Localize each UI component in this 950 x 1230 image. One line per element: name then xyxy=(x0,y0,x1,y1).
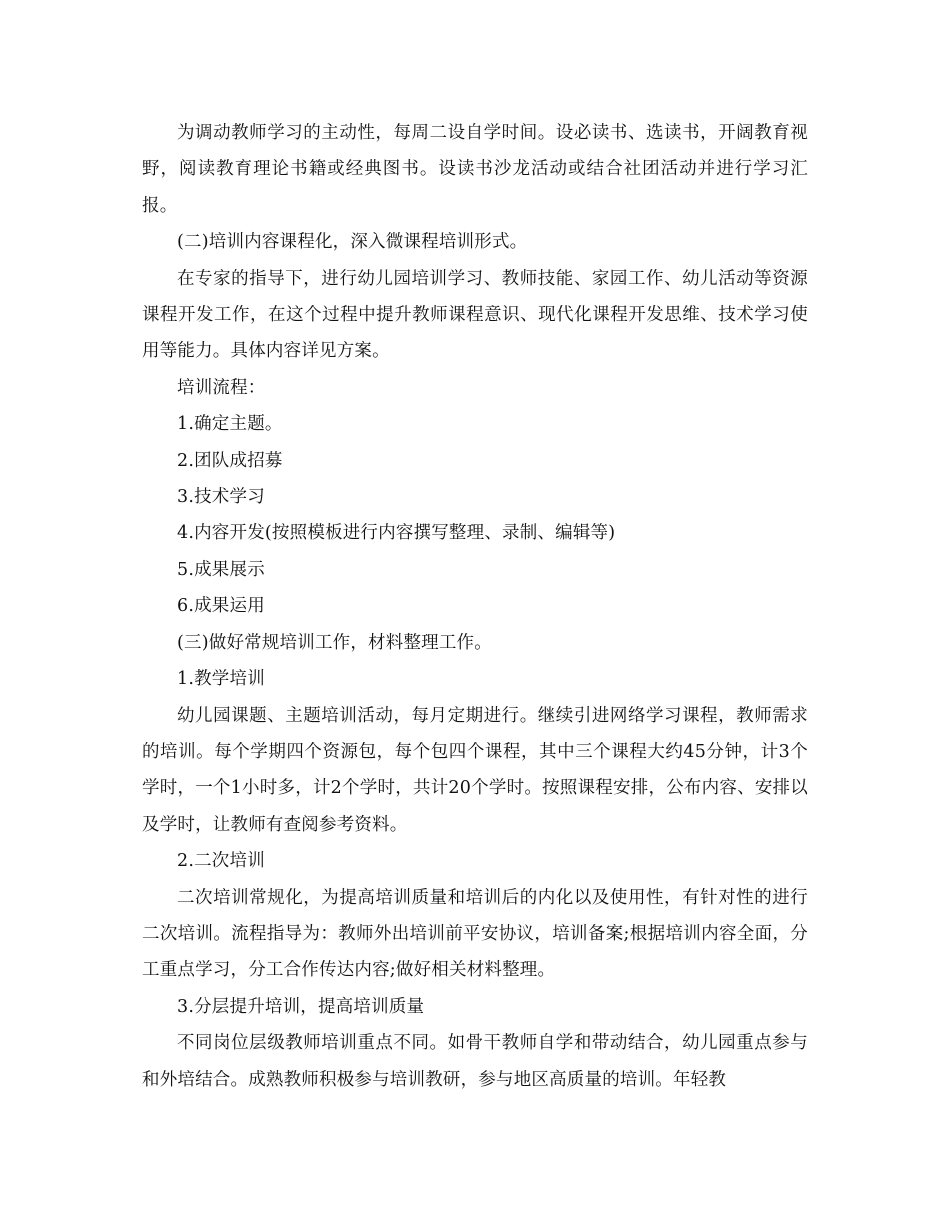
paragraph-expert-guidance: 在专家的指导下，进行幼儿园培训学习、教师技能、家园工作、幼儿活动等资源课程开发工作，在这个过程中提升教师课程意识、现代化课程开发思维、技术学习使用等能力。具体内容详见方案。 xyxy=(142,268,808,362)
heading-section-2: (二)培训内容课程化，深入微课程培训形式。 xyxy=(177,232,528,253)
paragraph-secondary-training: 二次培训常规化，为提高培训质量和培训后的内化以及使用性，有针对性的进行二次培训。流程指导为：教师外出培训前平安协议，培训备案;根据培训内容全面，分工重点学习，分工合作传达内容;做好相关材料整理。 xyxy=(142,887,808,981)
list-item-step-4: 4.内容开发(按照模板进行内容撰写整理、录制、编辑等) xyxy=(177,523,616,544)
paragraph-self-study: 为调动教师学习的主动性，每周二设自学时间。设必读书、选读书，开阔教育视野，阅读教育理论书籍或经典图书。设读书沙龙活动或结合社团活动并进行学习汇报。 xyxy=(142,123,808,216)
paragraph-teaching-training: 幼儿园课题、主题培训活动，每月定期进行。继续引进网络学习课程，教师需求的培训。每个学期四个资源包，每个包四个课程，其中三个课程大约45分钟，计3个学时，一个1小时多，计2个学时，共计20个学时。按照课程安排，公布内容、安排以及学时，让教师有查阅参考资料。 xyxy=(142,705,808,835)
list-item-step-2: 2.团队成招募 xyxy=(177,450,283,471)
list-item-step-5: 5.成果展示 xyxy=(177,559,265,580)
document-page xyxy=(142,115,808,1098)
subheading-teaching-training: 1.教学培训 xyxy=(177,669,265,690)
list-item-step-3: 3.技术学习 xyxy=(177,487,265,508)
subheading-tiered-training: 3.分层提升培训，提高培训质量 xyxy=(177,996,425,1017)
paragraph-tiered-training: 不同岗位层级教师培训重点不同。如骨干教师自学和带动结合，幼儿园重点参与和外培结合。成熟教师积极参与培训教研，参与地区高质量的培训。年轻教 xyxy=(142,1033,808,1090)
list-item-step-1: 1.确定主题。 xyxy=(177,414,283,435)
subheading-secondary-training: 2.二次培训 xyxy=(177,851,265,872)
heading-section-3: (三)做好常规培训工作，材料整理工作。 xyxy=(177,632,492,653)
list-item-step-6: 6.成果运用 xyxy=(177,596,265,617)
label-training-process: 培训流程： xyxy=(177,377,266,398)
